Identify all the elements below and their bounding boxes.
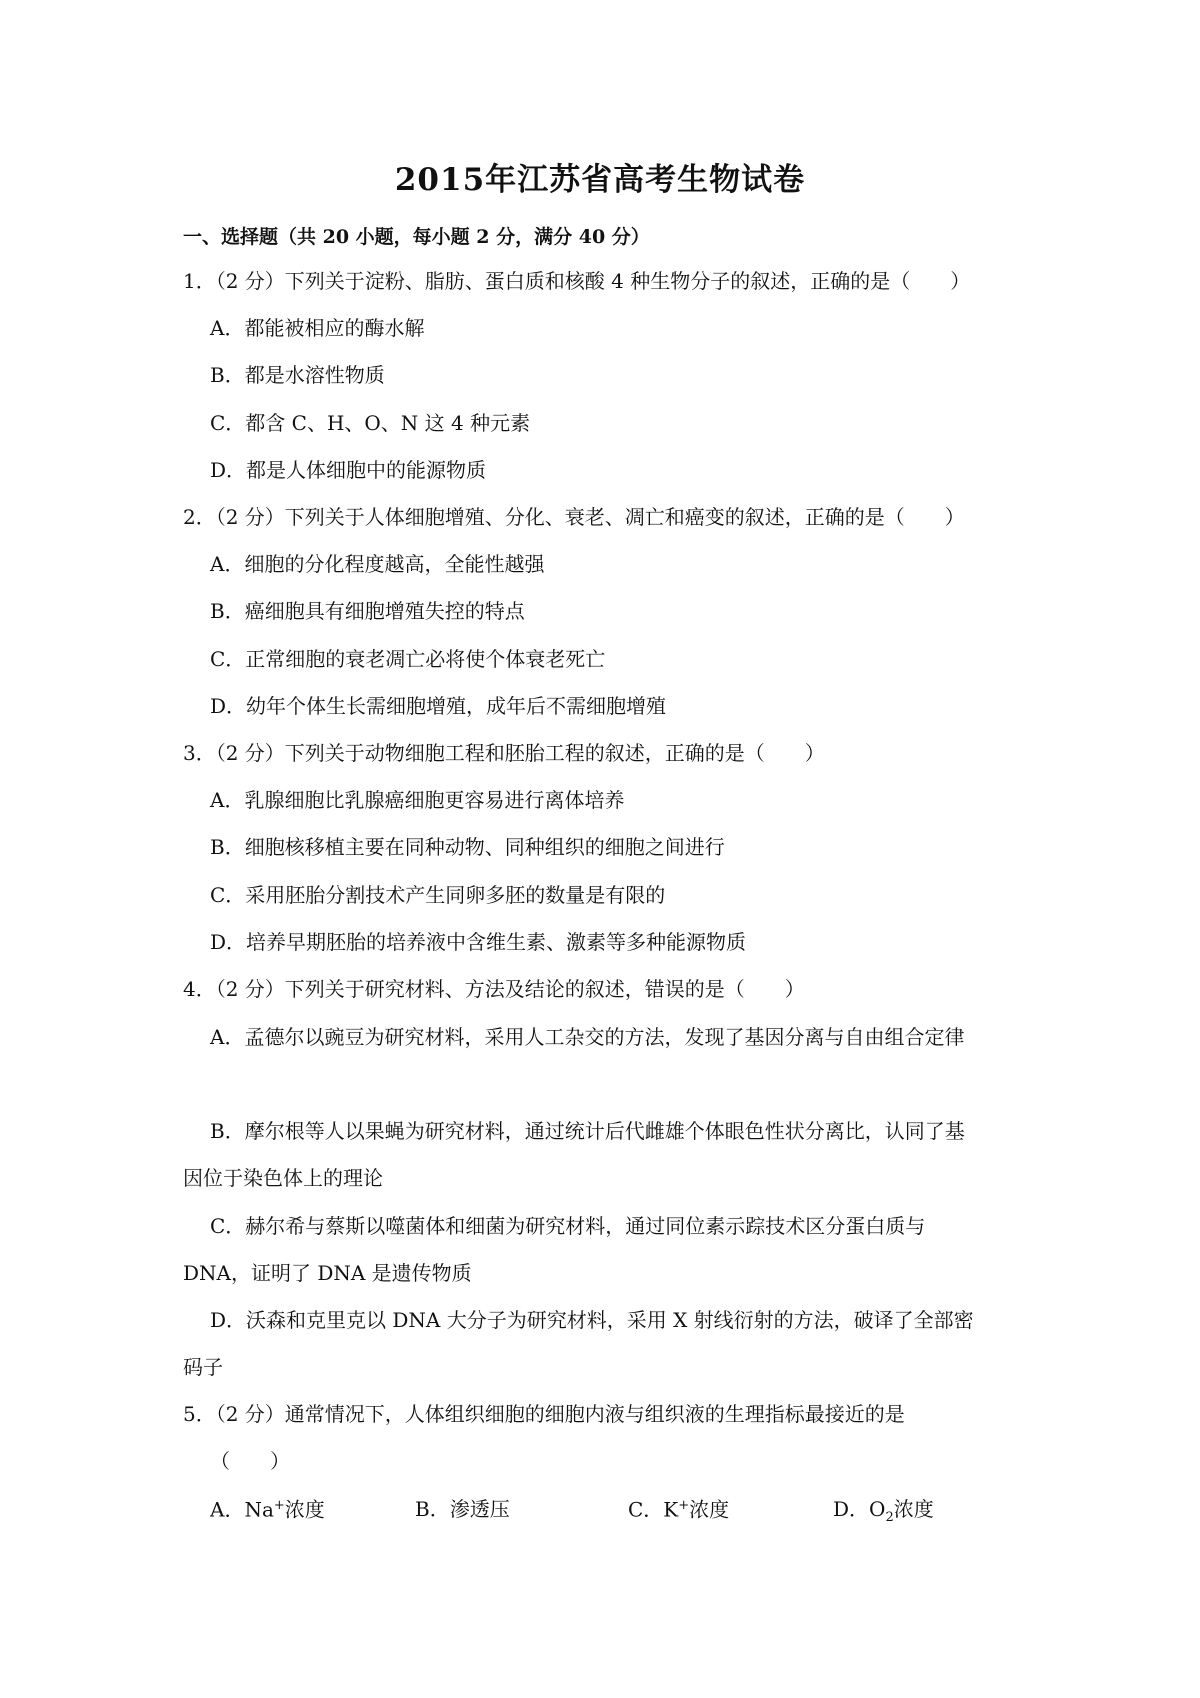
option-c-superscript: + [678, 1498, 690, 1513]
section-heading: 一、选择题（共 20 小题，每小题 2 分，满分 40 分） [183, 226, 650, 248]
question-4-option-c-line2: DNA，证明了 DNA 是遗传物质 [183, 1261, 472, 1285]
option-c-text: C．K [628, 1497, 679, 1522]
question-3-option-a: A．乳腺细胞比乳腺癌细胞更容易进行离体培养 [210, 788, 625, 812]
question-5-stem: 5．（2 分）通常情况下，人体组织细胞的细胞内液与组织液的生理指标最接近的是 [183, 1402, 905, 1426]
question-3-option-b: B．细胞核移植主要在同种动物、同种组织的细胞之间进行 [210, 835, 725, 859]
question-2-option-b: B．癌细胞具有细胞增殖失控的特点 [210, 599, 525, 623]
question-5-option-b: B．渗透压 [415, 1497, 510, 1521]
question-1-option-c: C．都含 C、H、O、N 这 4 种元素 [210, 411, 531, 435]
question-4-option-b-line2: 因位于染色体上的理论 [183, 1166, 383, 1190]
option-c-suffix: 浓度 [689, 1497, 730, 1522]
question-1-option-a: A．都能被相应的酶水解 [210, 316, 425, 340]
question-2-option-c: C．正常细胞的衰老凋亡必将使个体衰老死亡 [210, 647, 606, 671]
question-3-option-c: C．采用胚胎分割技术产生同卵多胚的数量是有限的 [210, 883, 666, 907]
question-2-stem: 2．（2 分）下列关于人体细胞增殖、分化、衰老、凋亡和癌变的叙述，正确的是（ ） [183, 505, 965, 529]
question-1-option-b: B．都是水溶性物质 [210, 363, 385, 387]
question-4-option-d-line1: D．沃森和克里克以 DNA 大分子为研究材料，采用 X 射线衍射的方法，破译了全部密 [210, 1308, 974, 1332]
question-4-stem: 4．（2 分）下列关于研究材料、方法及结论的叙述，错误的是（ ） [183, 977, 805, 1001]
option-d-suffix: 浓度 [893, 1497, 934, 1521]
option-a-superscript: + [273, 1498, 285, 1513]
question-5-option-a [210, 1499, 325, 1520]
option-a-text: A．Na [210, 1497, 274, 1522]
question-2-option-d: D．幼年个体生长需细胞增殖，成年后不需细胞增殖 [210, 694, 667, 718]
option-d-subscript: 2 [885, 1510, 894, 1525]
question-2-option-a: A．细胞的分化程度越高，全能性越强 [210, 552, 545, 576]
question-3-stem: 3．（2 分）下列关于动物细胞工程和胚胎工程的叙述，正确的是（ ） [183, 741, 825, 765]
question-5-paren: （ ） [210, 1449, 290, 1473]
option-d-text: D．O [833, 1497, 886, 1521]
question-4-option-a: A．孟德尔以豌豆为研究材料，采用人工杂交的方法，发现了基因分离与自由组合定律 [210, 1025, 965, 1049]
question-4-option-b-line1: B．摩尔根等人以果蝇为研究材料，通过统计后代雌雄个体眼色性状分离比，认同了基 [210, 1119, 965, 1143]
question-5-option-d [833, 1499, 934, 1524]
question-4-option-d-line2: 码子 [183, 1355, 223, 1379]
page-title: 2015年江苏省高考生物试卷 [394, 162, 806, 198]
question-1-option-d: D．都是人体细胞中的能源物质 [210, 458, 487, 482]
question-3-option-d: D．培养早期胚胎的培养液中含维生素、激素等多种能源物质 [210, 930, 747, 954]
question-5-option-c [628, 1499, 729, 1520]
question-1-stem: 1．（2 分）下列关于淀粉、脂肪、蛋白质和核酸 4 种生物分子的叙述，正确的是（ ） [183, 269, 971, 293]
question-4-option-c-line1: C．赫尔希与蔡斯以噬菌体和细菌为研究材料，通过同位素示踪技术区分蛋白质与 [210, 1214, 926, 1238]
option-a-suffix: 浓度 [284, 1497, 325, 1522]
